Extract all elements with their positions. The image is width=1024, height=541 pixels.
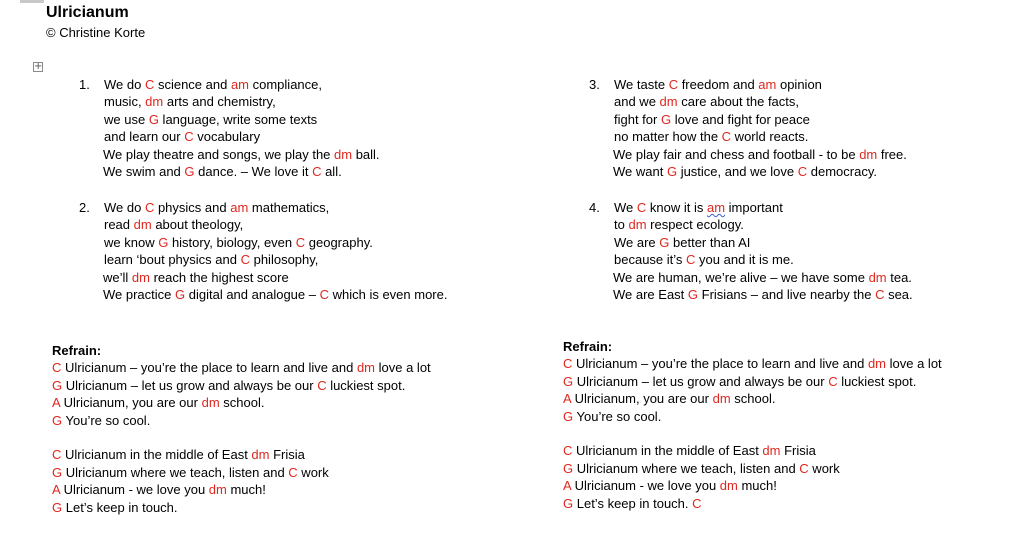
lyric-text: we’ll [103, 269, 132, 285]
chord-mark: dm [867, 356, 887, 372]
refrain-line [52, 499, 178, 517]
chord-mark: dm [208, 482, 227, 498]
lyric-text: love a lot [886, 356, 942, 372]
chord-mark: dm [145, 94, 164, 110]
refrain-line [563, 442, 816, 460]
lyric-text: vocabulary [193, 129, 261, 145]
verse-line [104, 93, 499, 110]
refrain-line [52, 464, 329, 482]
chord-mark: C [721, 129, 732, 145]
lyric-text: school. [730, 391, 776, 407]
lyric-text: love and fight for peace [671, 111, 810, 127]
lyric-text: Ulricianum, you are our [59, 395, 202, 411]
lyric-text: to [614, 217, 629, 233]
verse-number: 4. [589, 200, 600, 215]
lyric-text: know it is [646, 200, 707, 215]
chord-mark: am [230, 200, 249, 215]
lyric-text: Frisia [269, 447, 305, 463]
refrain-line [563, 408, 661, 426]
verse-line [613, 146, 1009, 163]
lyric-text: justice, and we love [677, 164, 798, 179]
lyric-text: love a lot [375, 360, 431, 376]
verse-number: 1. [79, 77, 90, 92]
lyric-text: Ulricianum in the middle of East [61, 447, 252, 463]
lyric-text: we know [104, 234, 159, 250]
refrain-heading: Refrain: [563, 339, 613, 354]
chord-mark: A [52, 395, 60, 411]
lyric-text: We play fair and chess and football - to be [613, 146, 860, 162]
verse-2 [79, 199, 499, 309]
chord-mark: dm [628, 217, 647, 233]
chord-mark: A [52, 482, 60, 498]
lyric-text: Ulricianum - we love you [59, 482, 209, 498]
chord-mark: C [828, 373, 838, 389]
lyric-text: work [808, 460, 840, 476]
lyric-text: and learn our [104, 129, 185, 145]
lyric-text: Let’s keep in touch. [573, 495, 693, 511]
lyric-text: You’re so cool. [573, 408, 662, 424]
chord-mark: G [666, 164, 678, 179]
chord-mark: C [144, 200, 155, 215]
chord-mark: A [563, 478, 571, 494]
lyric-text: better than AI [669, 234, 751, 250]
refrain-line [52, 377, 405, 395]
lyric-text: Ulricianum – you’re the place to learn and live and [61, 360, 357, 376]
lyric-text: read [104, 217, 134, 233]
lyric-text: learn ‘bout physics and [104, 252, 241, 268]
lyric-text: compliance, [249, 77, 322, 92]
lyric-text: Let’s keep in touch. [62, 499, 178, 515]
verse-1 [79, 76, 499, 186]
lyric-text: We are [614, 234, 660, 250]
chord-mark: C [563, 356, 573, 372]
lyric-text: no matter how the [614, 129, 722, 145]
chord-mark: C [636, 200, 647, 215]
refrain-line [563, 373, 916, 391]
chord-mark: dm [356, 360, 376, 376]
lyric-text: you and it is me. [695, 252, 794, 268]
refrain-left [52, 342, 492, 522]
lyric-text: We do [104, 77, 145, 92]
chord-mark: dm [712, 391, 731, 407]
chord-mark: G [659, 234, 670, 250]
lyric-text: much! [226, 482, 266, 498]
lyric-text: ball. [352, 146, 380, 162]
lyric-text: respect ecology. [646, 217, 744, 233]
lyric-text: important [725, 200, 783, 215]
chord-mark: G [158, 234, 169, 250]
lyric-text: arts and chemistry, [163, 94, 276, 110]
chord-mark: G [184, 164, 195, 179]
verse-line [103, 163, 499, 180]
chord-mark: dm [659, 94, 678, 110]
refrain-line [52, 446, 305, 464]
lyric-text: we use [104, 111, 149, 127]
lyric-text: fight for [614, 111, 661, 127]
verse-line [614, 93, 1009, 110]
chord-mark: G [660, 111, 672, 127]
chord-mark: C [240, 252, 250, 268]
lyric-text: Ulricianum – you’re the place to learn and live and [572, 356, 868, 372]
verse-line [103, 269, 499, 286]
chord-mark: A [563, 391, 571, 407]
chord-mark: C [317, 377, 327, 393]
refrain-line [52, 359, 431, 377]
chord-mark: G [148, 111, 159, 127]
lyric-text: reach the highest score [149, 269, 289, 285]
refrain-line [52, 412, 150, 430]
verse-line [614, 128, 1009, 145]
chord-mark: G [687, 287, 699, 302]
chord-mark: C [799, 460, 809, 476]
chord-mark: G [52, 377, 63, 393]
lyric-text: physics and [154, 200, 231, 215]
refrain-line [563, 355, 942, 373]
chord-mark: C [668, 77, 679, 92]
lyric-text: tea. [886, 269, 912, 285]
chord-mark: C [184, 129, 194, 145]
chord-mark: C [295, 234, 306, 250]
lyric-text: care about the facts, [677, 94, 800, 110]
chord-mark: am [758, 77, 777, 92]
verse-line [614, 234, 1009, 251]
lyric-text: democracy. [807, 164, 877, 179]
lyric-text: mathematics, [248, 200, 330, 215]
chord-mark: C [312, 164, 322, 179]
lyric-text: and we [614, 94, 660, 110]
lyric-text: luckiest spot. [837, 373, 917, 389]
lyric-text: We do [104, 200, 145, 215]
chord-mark: C [52, 360, 62, 376]
refrain-line [563, 460, 840, 478]
chord-mark: C [692, 495, 702, 511]
verse-line [614, 216, 1009, 233]
verse-4 [589, 199, 1009, 309]
lyric-text: language, write some texts [158, 111, 318, 127]
verse-line [104, 251, 499, 268]
lyric-text: We swim and [103, 164, 185, 179]
lyric-text: which is even more. [328, 287, 448, 302]
refrain-line [563, 477, 777, 495]
verse-line [104, 128, 499, 145]
chord-mark: dm [131, 269, 150, 285]
chord-mark: dm [251, 447, 270, 463]
lyric-text: luckiest spot. [326, 377, 406, 393]
chord-mark: dm [133, 217, 152, 233]
chord-mark: G [563, 408, 574, 424]
verse-line [103, 286, 499, 303]
lyric-text: Ulricianum, you are our [570, 391, 713, 407]
lyric-text: We are East [613, 287, 688, 302]
refrain-line [52, 481, 266, 499]
chord-mark: C [52, 447, 62, 463]
verse-3 [589, 76, 1009, 186]
chord-mark: C [288, 464, 298, 480]
chord-mark: dm [201, 395, 220, 411]
chord-mark: dm [762, 443, 781, 459]
lyric-text: freedom and [678, 77, 759, 92]
verse-number: 3. [589, 77, 600, 92]
chord-mark: G [52, 499, 63, 515]
verse-line [103, 146, 499, 163]
lyric-text: work [297, 464, 329, 480]
lyric-text: We [614, 200, 637, 215]
lyric-text: Ulricianum where we teach, listen and [62, 464, 289, 480]
chord-mark: dm [868, 269, 887, 285]
lyric-text: sea. [884, 287, 913, 302]
chord-mark: C [144, 77, 155, 92]
refrain-right [563, 338, 1003, 518]
chord-mark: dm [859, 146, 878, 162]
lyric-text: science and [154, 77, 231, 92]
lyric-text: We play theatre and songs, we play the [103, 146, 335, 162]
lyric-text: We want [613, 164, 667, 179]
lyric-text: Ulricianum - we love you [570, 478, 720, 494]
lyric-text: philosophy, [249, 252, 319, 268]
chord-mark: am [706, 200, 726, 215]
lyric-text: dance. – We love it [194, 164, 313, 179]
chord-mark: G [52, 464, 63, 480]
lyric-text: Ulricianum – let us grow and always be our [573, 373, 829, 389]
lyric-text: Ulricianum where we teach, listen and [573, 460, 800, 476]
chord-mark: G [52, 412, 63, 428]
lyric-text: You’re so cool. [62, 412, 151, 428]
lyric-text: opinion [776, 77, 822, 92]
lyric-text: because it’s [614, 252, 687, 268]
lyric-text: school. [219, 395, 265, 411]
chord-mark: dm [719, 478, 738, 494]
verse-line [613, 163, 1009, 180]
refrain-heading: Refrain: [52, 343, 102, 358]
verse-line [614, 76, 1009, 93]
lyric-text: free. [877, 146, 907, 162]
refrain-line [563, 390, 775, 408]
lyric-text: much! [737, 478, 777, 494]
verse-line [104, 216, 499, 233]
chord-mark: C [875, 287, 885, 302]
lyric-text: geography. [305, 234, 373, 250]
chord-mark: G [563, 495, 574, 511]
verse-line [613, 286, 1009, 303]
lyric-text: about theology, [151, 217, 244, 233]
lyric-text: all. [321, 164, 342, 179]
copyright-line: © Christine Korte [46, 25, 146, 40]
verse-line [614, 251, 1009, 268]
lyric-text: history, biology, even [168, 234, 296, 250]
lyric-text: digital and analogue – [185, 287, 320, 302]
refrain-line [563, 495, 702, 513]
chord-mark: am [230, 77, 250, 92]
chord-mark: C [563, 443, 573, 459]
verse-number: 2. [79, 200, 90, 215]
lyric-text: Ulricianum – let us grow and always be our [62, 377, 318, 393]
verse-line [104, 76, 499, 93]
verse-line [104, 199, 499, 216]
table-move-handle-icon[interactable]: + [34, 61, 43, 72]
chord-mark: dm [334, 146, 353, 162]
lyric-text: world reacts. [731, 129, 809, 145]
lyric-text: We taste [614, 77, 669, 92]
chord-mark: C [797, 164, 808, 179]
document-title: Ulricianum [46, 4, 129, 21]
lyric-text: Frisians – and live nearby the [698, 287, 876, 302]
refrain-line [52, 394, 264, 412]
chord-mark: G [175, 287, 186, 302]
chord-mark: G [563, 373, 574, 389]
verse-line [614, 111, 1009, 128]
lyric-text: We practice [103, 287, 176, 302]
verse-line [613, 269, 1009, 286]
chord-mark: C [686, 252, 696, 268]
lyric-text: We are human, we’re alive – we have some [613, 269, 869, 285]
lyric-text: music, [104, 94, 146, 110]
verse-line [614, 199, 1009, 216]
chord-mark: C [319, 287, 329, 302]
verse-line [104, 234, 499, 251]
lyric-text: Frisia [780, 443, 816, 459]
verse-line [104, 111, 499, 128]
page-corner-tab [20, 0, 44, 3]
lyric-text: Ulricianum in the middle of East [572, 443, 763, 459]
chord-mark: G [563, 460, 574, 476]
